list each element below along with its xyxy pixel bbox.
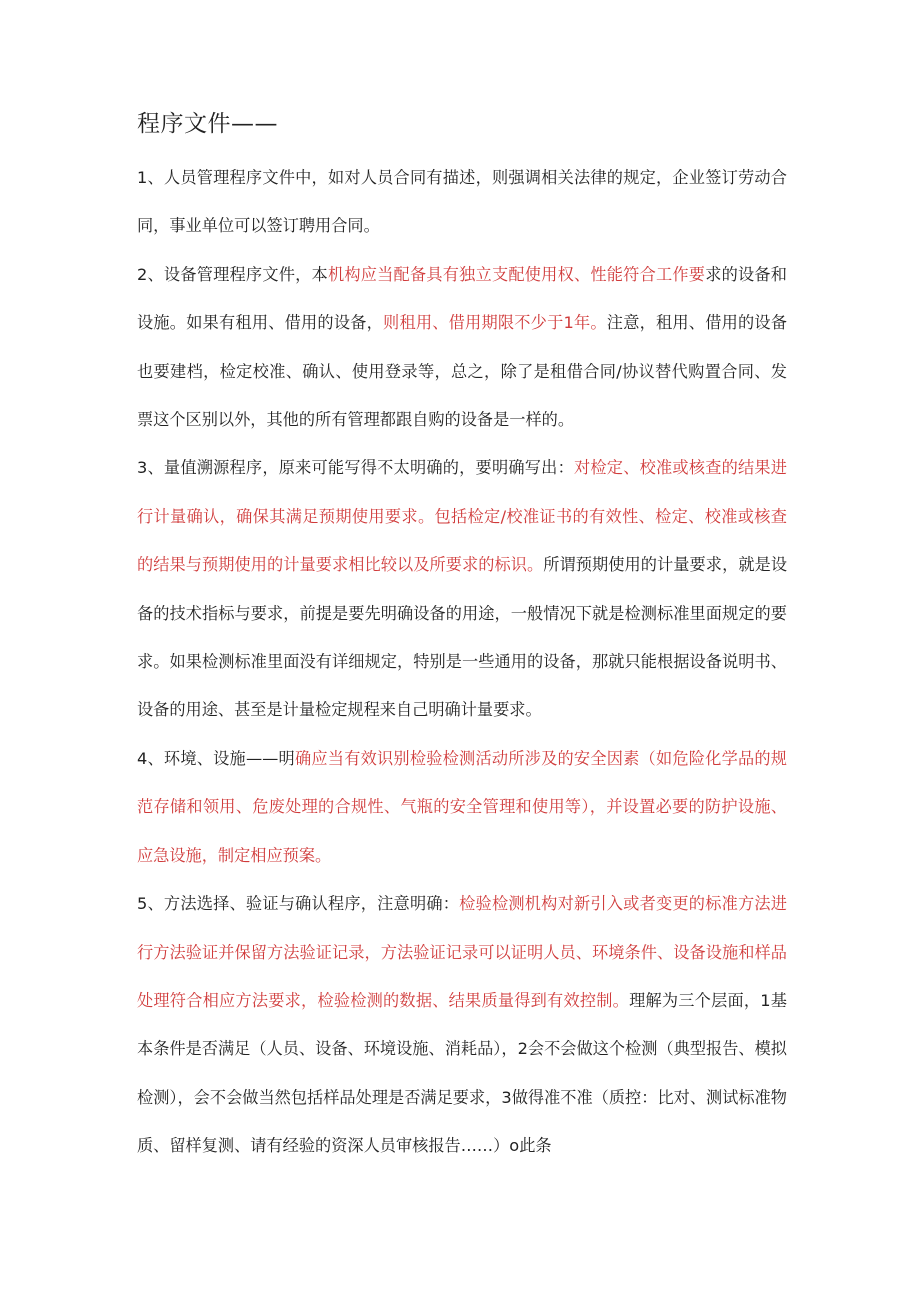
document-title: 程序文件—— [137,111,278,137]
paragraph-4 [137,735,787,880]
paragraph-text: 2、设备管理程序文件，本 [137,264,328,284]
paragraph-text: 5、方法选择、验证与确认程序，注意明确： [137,894,460,914]
paragraph-1 [137,154,787,251]
highlighted-text: 检验检测机构对新引入或者变更的标准方法进行方法验证并保留方法验证记录，方法验证记录可以证明人员、环境条件、设备设施和样品处理符合相应方法要求，检验检测的数据、结果质量得到有效控制。 [137,894,787,1010]
paragraph-text: 理解为三个层面，1基本条件是否满足（人员、设备、环境设施、消耗品），2会不会做这个检测（典型报告、模拟检测），会不会做当然包括样品处理是否满足要求，3做得准不准（质控：比对、测试标准物质、留样复测、请有经验的资深人员审核报告……）o此条 [137,990,787,1156]
highlighted-text: 确应当有效识别检验检测活动所涉及的安全因素（如危险化学品的规范存储和领用、危废处理的合规性、气瓶的安全管理和使用等），并设置必要的防护设施、应急设施，制定相应预案。 [137,748,787,865]
paragraph-text: 3、量值溯源程序，原来可能写得不太明确的，要明确写出： [137,458,574,478]
paragraph-text: 所谓预期使用的计量要求，就是设备的技术指标与要求，前提是要先明确设备的用途，一般情况下就是检测标准里面规定的要求。如果检测标准里面没有详细规定，特别是一些通用的设备，那就只能根据设备说明书、设备的用途、甚至是计量检定规程来自己明确计量要求。 [137,555,788,720]
paragraph-text: 求的设备和设施。如果有租用、借用的设备， [137,264,787,333]
highlighted-text: 机构应当配备具有独立支配使用权、性能符合工作要 [327,264,706,284]
highlighted-text: 对检定、校准或核查的结果进行计量确认，确保其满足预期使用要求。包括检定/校准证书的有效性、检定、校准或核查的结果与预期使用的计量要求相比较以及所要求的标识。 [137,458,787,575]
paragraph-text: 1、人员管理程序文件中，如对人员合同有描述，则强调相关法律的规定，企业签订劳动合同，事业单位可以签订聘用合同。 [137,168,787,236]
paragraph-5 [137,880,787,1170]
paragraph-text: 注意，租用、借用的设备也要建档，检定校准、确认、使用登录等，总之，除了是租借合同/协议替代购置合同、发票这个区别以外，其他的所有管理都跟自购的设备是一样的。 [137,313,788,430]
document-page [137,104,787,1171]
paragraph-text: 4、环境、设施——明 [137,748,295,768]
highlighted-text: 则租用、借用期限不少于1年。 [383,313,607,333]
paragraph-2 [137,251,787,445]
paragraph-3 [137,444,787,734]
